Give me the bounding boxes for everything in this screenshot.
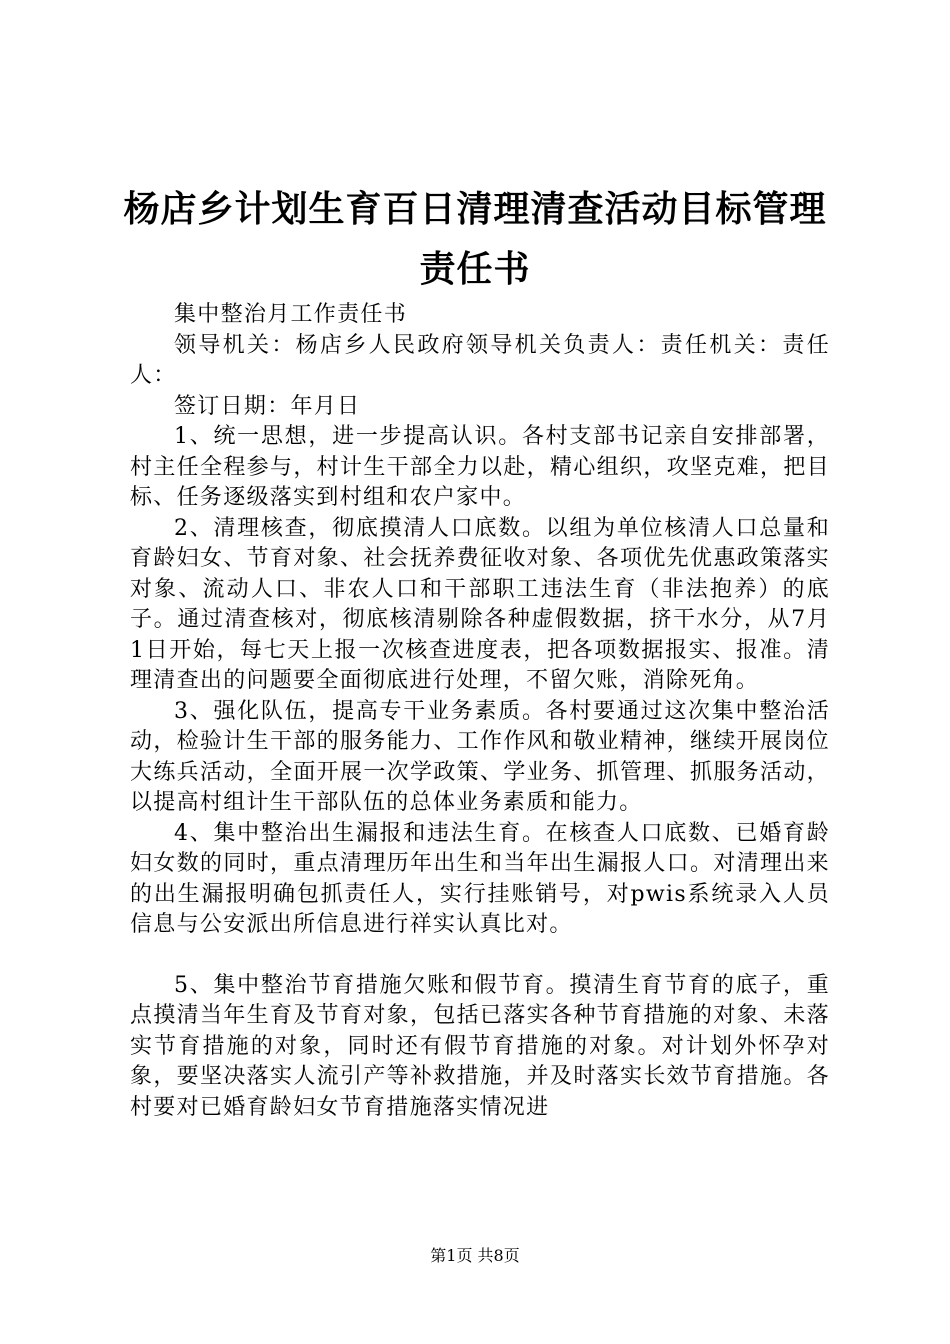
paragraph-3: 3、强化队伍，提高专干业务素质。各村要通过这次集中整治活动，检验计生干部的服务能力、工作作风和敬业精神，继续开展岗位大练兵活动，全面开展一次学政策、学业务、抓管理、抓服务活动，以提高村组计生干部队伍的总体业务素质和能力。	[130, 698, 830, 815]
header-info: 领导机关：杨店乡人民政府领导机关负责人：责任机关：责任人：	[130, 332, 830, 388]
subtitle: 集中整治月工作责任书	[174, 302, 408, 327]
paragraph-4: 4、集中整治出生漏报和违法生育。在核查人口底数、已婚育龄妇女数的同时，重点清理历年出生和当年出生漏报人口。对清理出来的出生漏报明确包抓责任人，实行挂账销号，对pwis系统录入人员信息与公安派出所信息进行祥实认真比对。	[130, 820, 830, 937]
paragraph-gap	[130, 941, 830, 971]
paragraph-5: 5、集中整治节育措施欠账和假节育。摸清生育节育的底子，重点摸清当年生育及节育对象，包括已落实各种节育措施的对象、未落实节育措施的对象，同时还有假节育措施的对象。对计划外怀孕对象，要坚决落实人流引产等补救措施，并及时落实长效节育措施。各村要对已婚育龄妇女节育措施落实情况进	[130, 972, 830, 1120]
document-body	[130, 300, 830, 1123]
document-title: 杨店乡计划生育百日清理清查活动目标管理责任书	[123, 189, 827, 290]
sign-date: 签订日期：年月日	[174, 393, 361, 419]
paragraph-1: 1、统一思想，进一步提高认识。各村支部书记亲自安排部署，村主任全程参与，村计生干部全力以赴，精心组织，攻坚克难，把目标、任务逐级落实到村组和农户家中。	[130, 424, 830, 510]
page-number: 第1页 共8页	[430, 1246, 520, 1265]
paragraph-2: 2、清理核查，彻底摸清人口底数。以组为单位核清人口总量和育龄妇女、节育对象、社会抚养费征收对象、各项优先优惠政策落实对象、流动人口、非农人口和干部职工违法生育（非法抱养）的底子。通过清查核对，彻底核清剔除各种虚假数据，挤干水分，从7月1日开始，每七天上报一次核查进度表，把各项数据报实、报准。清理清查出的问题要全面彻底进行处理，不留欠账，消除死角。	[130, 515, 830, 693]
